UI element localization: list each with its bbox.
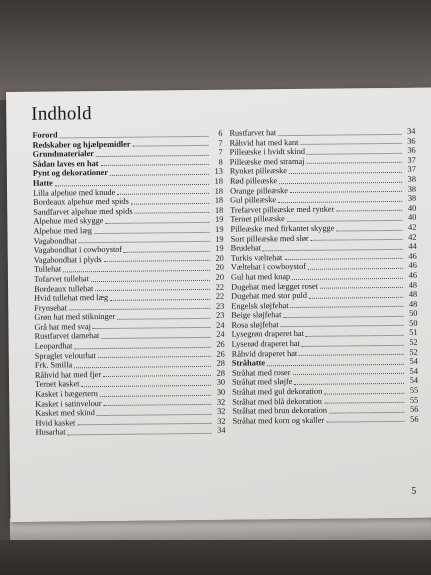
toc-leader-dots: [326, 420, 404, 423]
toc-left-column: [32, 129, 225, 438]
toc-entry-title: Grundmaterialer: [32, 149, 94, 159]
toc-entry-page: 26: [216, 349, 225, 359]
toc-entry-page: 32: [216, 397, 226, 407]
toc-entry-title: Pilleæske med stramaj: [229, 156, 305, 167]
toc-leader-dots: [74, 365, 211, 368]
toc-entry-title: Leopardhat: [34, 341, 73, 351]
toc-entry-title: Pilleæske i hvidt skind: [229, 147, 306, 157]
toc-entry-title: Grøn hat med stikninger: [34, 312, 116, 322]
toc-leader-dots: [289, 171, 402, 174]
toc-leader-dots: [306, 334, 404, 337]
toc-entry-page: 24: [216, 320, 225, 330]
toc-entry-title: Stråhat med blå dekoration: [232, 396, 322, 407]
toc-leader-dots: [63, 269, 210, 273]
toc-leader-dots: [287, 219, 403, 222]
toc-entry-page: 34: [407, 126, 416, 136]
toc-entry-page: 56: [410, 404, 419, 415]
toc-leader-dots: [320, 286, 403, 289]
toc-leader-dots: [307, 152, 402, 155]
toc-entry-page: 48: [408, 299, 418, 309]
toc-entry-page: 50: [408, 308, 418, 319]
toc-entry-title: Kasket i bægertern: [35, 389, 98, 399]
toc-entry-page: 32: [217, 416, 226, 426]
toc-leader-dots: [100, 393, 211, 396]
toc-entry-page: 22: [215, 291, 225, 301]
toc-entry-page: 6: [218, 128, 223, 138]
toc-entry-title: Lyserød draperet hat: [231, 338, 300, 349]
toc-entry-title: Rød pilleæske: [229, 176, 278, 186]
toc-leader-dots: [105, 221, 209, 224]
toc-leader-dots: [68, 432, 212, 436]
toc-entry: [36, 426, 226, 438]
toc-entry-title: Lysegrøn draperet hat: [231, 329, 304, 340]
toc-entry-page: 51: [409, 328, 418, 338]
toc-entry-title: Engelsk sløjfehat: [231, 300, 289, 311]
toc-entry-title: Forord: [32, 130, 58, 140]
toc-entry-page: 50: [409, 318, 418, 328]
toc-leader-dots: [290, 190, 402, 193]
toc-entry-page: 34: [217, 426, 226, 436]
toc-entry-title: Tofarvet tullehat: [33, 274, 89, 284]
toc-leader-dots: [81, 384, 211, 387]
toc-entry-title: Dugehat med stor puld: [231, 290, 308, 301]
toc-entry-title: Vagabondhat: [33, 235, 77, 246]
toc-entry-page: 32: [217, 406, 226, 417]
toc-entry-page: 19: [215, 243, 224, 253]
toc-entry-page: 55: [409, 395, 419, 405]
toc-entry-page: 22: [215, 282, 225, 292]
toc-entry-title: Frk. Smilla: [34, 360, 73, 370]
toc-leader-dots: [91, 278, 210, 281]
toc-leader-dots: [60, 134, 209, 138]
toc-entry-title: Spraglet velourhat: [34, 350, 96, 361]
toc-entry-title: Sort pilleæske med slør: [230, 233, 309, 244]
toc-entry-page: 19: [215, 215, 224, 225]
background-bottom: [0, 540, 431, 575]
toc-leader-dots: [302, 344, 404, 347]
toc-entry-page: 23: [215, 301, 225, 311]
toc-entry-page: 54: [409, 366, 418, 376]
toc-leader-dots: [308, 267, 403, 270]
toc-entry-page: 46: [408, 251, 417, 261]
page-title: Indhold: [31, 103, 92, 125]
toc-entry-title: Grå hat med svaj: [34, 321, 91, 332]
toc-entry-title: Ternet pilleæske: [230, 214, 285, 225]
page-number: 5: [411, 485, 417, 497]
toc-entry-title: Råhvid hat med fjer: [34, 369, 102, 380]
toc-entry-page: 37: [407, 155, 416, 165]
toc-entry-page: 52: [409, 347, 418, 357]
toc-entry-page: 26: [216, 339, 225, 349]
toc-entry-page: 18: [214, 195, 224, 205]
toc-entry-title: Kasket i satinvelour: [35, 398, 102, 409]
toc-entry-title: Sandfarvet alpehue med spids: [33, 206, 133, 217]
toc-leader-dots: [292, 276, 403, 279]
toc-leader-dots: [291, 305, 404, 308]
toc-entry-page: 13: [214, 167, 223, 177]
toc-entry-title: Pilleæske med firkantet skygge: [230, 223, 335, 234]
toc-entry-title: Stråhat med brun dekoration: [232, 405, 328, 416]
toc-entry-title: Bordeaux alpehue med spids: [33, 196, 129, 207]
toc-entry-page: 42: [408, 222, 417, 232]
toc-entry-title: Hvid tullehat med læg: [34, 293, 109, 303]
book-page: [6, 88, 431, 522]
toc-entry-title: Gul pilleæske: [230, 195, 277, 205]
toc-leader-dots: [299, 353, 404, 356]
toc-entry-title: Rynket pilleæske: [229, 166, 287, 177]
toc-entry-page: 19: [215, 224, 224, 234]
toc-entry-title: Kasket med skind: [35, 408, 95, 418]
toc-entry-title: Dugehat med lægget roset: [231, 281, 318, 292]
toc-entry-page: 7: [218, 147, 223, 157]
toc-entry-title: Pynt og dekorationer: [32, 168, 109, 179]
toc-entry-title: Rustfarvet damehat: [34, 331, 100, 342]
toc-leader-dots: [104, 403, 212, 406]
toc-entry-title: Redskaber og hjælpemidler: [32, 139, 131, 150]
toc-leader-dots: [55, 182, 209, 186]
toc-entry-title: Brudehat: [230, 243, 262, 253]
toc-leader-dots: [131, 202, 209, 205]
toc-entry-page: 24: [216, 330, 225, 340]
toc-leader-dots: [124, 250, 210, 253]
toc-leader-dots: [279, 180, 402, 183]
toc-leader-dots: [77, 422, 211, 425]
toc-leader-dots: [103, 374, 211, 377]
toc-leader-dots: [97, 413, 212, 416]
toc-entry-page: 38: [407, 193, 417, 203]
toc-entry-title: Råhvid draperet hat: [231, 348, 298, 359]
toc-entry-page: 38: [407, 174, 416, 184]
toc-entry-title: Rustfarvet hat: [229, 128, 277, 138]
toc-leader-dots: [324, 401, 404, 404]
toc-leader-dots: [104, 259, 210, 262]
toc-leader-dots: [278, 200, 402, 203]
toc-entry-page: 48: [408, 289, 418, 299]
toc-entry-page: 36: [407, 136, 416, 146]
toc-leader-dots: [263, 248, 403, 251]
toc-leader-dots: [69, 307, 210, 310]
toc-entry-page: 52: [409, 337, 418, 347]
toc-entry-title: Råhvid hat med kant: [229, 137, 299, 148]
toc-entry-title: Stråhat med gul dekoration: [232, 386, 323, 397]
toc-leader-dots: [283, 315, 403, 318]
toc-entry-title: Hvid kasket: [35, 418, 76, 428]
toc-entry-page: 8: [218, 157, 223, 167]
toc-entry-page: 44: [408, 241, 417, 251]
toc-leader-dots: [117, 192, 209, 195]
toc-entry-title: Beige sløjfehat: [231, 310, 282, 320]
toc-leader-dots: [336, 228, 402, 231]
toc-entry-title: Frynsehat: [34, 303, 68, 313]
toc-entry-page: 40: [407, 203, 417, 213]
toc-entry-page: 54: [409, 376, 419, 386]
toc-entry-title: Sådan laves en hat: [32, 158, 99, 169]
toc-entry-page: 46: [408, 270, 417, 280]
toc-leader-dots: [306, 161, 401, 164]
toc-right-column: [229, 127, 418, 426]
toc-entry-page: 55: [409, 385, 419, 395]
toc-entry-title: Stråhat med korn og skaller: [232, 415, 325, 426]
background-top: [0, 0, 431, 100]
toc-entry-title: Hatte: [32, 178, 53, 188]
toc-leader-dots: [110, 173, 209, 176]
toc-entry-title: Lilla alpehue med knude: [33, 187, 116, 198]
toc-entry-title: Vagabondhat i cowboystof: [33, 244, 123, 255]
toc-entry-title: Husarhat: [35, 427, 66, 438]
toc-entry-page: 20: [215, 253, 224, 263]
toc-entry-title: Stråhat med roser: [231, 367, 291, 378]
toc-leader-dots: [311, 238, 403, 241]
toc-entry-title: Væltehat i cowboystof: [230, 262, 307, 272]
toc-entry-page: 28: [216, 358, 225, 369]
toc-entry-page: 42: [408, 232, 417, 242]
toc-leader-dots: [100, 163, 208, 166]
toc-entry-title: Gul hat med knap: [230, 271, 291, 282]
toc-entry-page: 23: [216, 311, 225, 321]
toc-leader-dots: [300, 142, 401, 145]
toc-leader-dots: [284, 257, 402, 260]
toc-entry-page: 46: [408, 261, 417, 271]
toc-leader-dots: [278, 132, 401, 135]
toc-leader-dots: [96, 154, 209, 157]
toc-entry-title: Turkis væltehat: [230, 252, 283, 263]
toc-entry-title: Vagabondhat i plyds: [33, 254, 102, 265]
toc-leader-dots: [324, 391, 404, 394]
toc-entry-page: 56: [410, 414, 419, 424]
toc-leader-dots: [93, 326, 211, 329]
toc-leader-dots: [135, 211, 210, 214]
toc-entry-page: 36: [407, 145, 416, 155]
toc-entry-title: Ternet kasket: [35, 379, 80, 390]
toc-leader-dots: [309, 296, 403, 299]
toc-leader-dots: [133, 144, 209, 147]
toc-leader-dots: [329, 411, 404, 414]
toc-entry-page: 30: [216, 378, 226, 388]
toc-leader-dots: [95, 288, 210, 291]
toc-leader-dots: [110, 298, 210, 301]
toc-entry-page: 30: [216, 387, 226, 397]
toc-entry-page: 38: [407, 184, 417, 194]
toc-entry-page: 19: [215, 234, 224, 244]
toc-leader-dots: [294, 382, 404, 385]
toc-entry-page: 18: [214, 205, 224, 215]
toc-entry-title: Alpehue med læg: [33, 226, 93, 236]
toc-entry-title: Alpehue med skygge: [33, 216, 104, 227]
toc-leader-dots: [292, 372, 403, 375]
toc-entry-page: 20: [215, 272, 224, 282]
toc-leader-dots: [74, 346, 210, 349]
toc-entry-title: Tullehat: [33, 264, 62, 275]
toc-entry: [232, 415, 418, 427]
toc-entry-title: Stråhatte: [231, 358, 266, 368]
toc-entry-page: 18: [214, 186, 224, 196]
toc-entry-page: 18: [214, 176, 223, 186]
toc-entry-title: Orange pilleæske: [229, 185, 288, 196]
toc-leader-dots: [101, 336, 210, 339]
toc-leader-dots: [79, 240, 210, 243]
toc-leader-dots: [281, 324, 404, 327]
toc-entry-page: 37: [407, 165, 416, 175]
toc-entry-page: 48: [408, 280, 418, 290]
toc-entry-title: Trefarvet pilleæske med rynker: [230, 204, 335, 215]
toc-entry-page: 20: [215, 263, 224, 273]
toc-entry-page: 7: [218, 138, 223, 148]
toc-entry-page: 28: [216, 368, 226, 378]
toc-entry-title: Stråhat med sløjfe: [232, 377, 293, 388]
toc-leader-dots: [98, 355, 211, 358]
toc-entry-title: Rosa sløjfehat: [231, 320, 279, 330]
toc-entry-title: Bordeaux tullehat: [34, 283, 94, 294]
toc-entry-page: 40: [407, 213, 417, 223]
toc-leader-dots: [94, 230, 209, 233]
toc-leader-dots: [267, 363, 404, 366]
toc-entry-page: 54: [409, 356, 418, 367]
toc-leader-dots: [117, 317, 210, 320]
toc-leader-dots: [336, 209, 402, 212]
